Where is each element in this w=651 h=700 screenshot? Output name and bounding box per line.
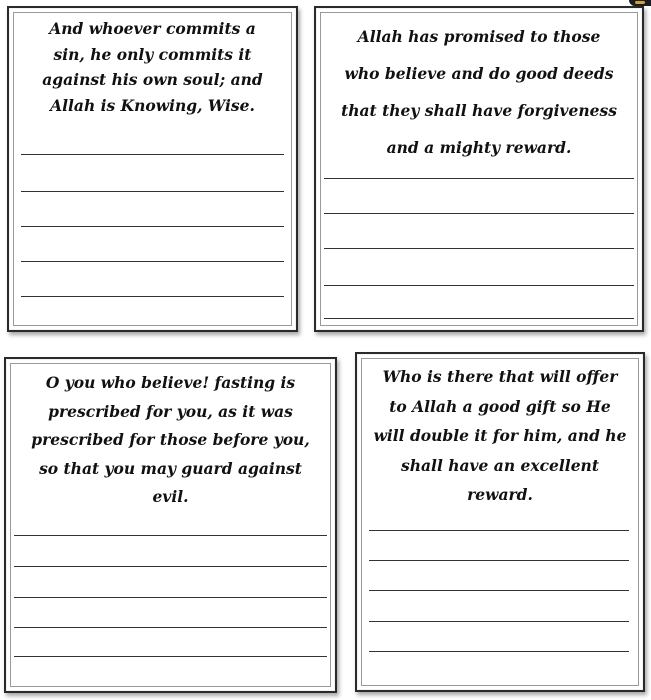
verse-card-1 bbox=[7, 6, 298, 332]
verse-line: O you who believe! fasting is bbox=[45, 373, 296, 392]
verse-card-4 bbox=[355, 352, 645, 692]
writing-line bbox=[14, 566, 327, 567]
verse-text-2 bbox=[322, 18, 636, 166]
writing-line bbox=[21, 296, 284, 297]
writing-line bbox=[324, 248, 634, 249]
verse-line: prescribed for those before you, bbox=[31, 430, 310, 449]
verse-line: to Allah a good gift so He bbox=[389, 396, 611, 416]
verse-line: shall have an excellent bbox=[401, 455, 599, 475]
verse-line: who believe and do good deeds bbox=[344, 64, 614, 83]
verse-line: will double it for him, and he bbox=[373, 426, 627, 445]
verse-line: Allah is Knowing, Wise. bbox=[50, 96, 255, 116]
writing-line bbox=[14, 656, 327, 657]
writing-line bbox=[369, 651, 629, 652]
verse-line: and a mighty reward. bbox=[386, 138, 572, 157]
verse-card-2 bbox=[314, 6, 644, 332]
writing-line bbox=[14, 535, 327, 536]
writing-line bbox=[369, 530, 629, 531]
verse-line: And whoever commits a bbox=[49, 19, 256, 38]
writing-line bbox=[369, 621, 629, 622]
verse-line: reward. bbox=[467, 485, 533, 504]
writing-line bbox=[369, 560, 629, 561]
verse-line: that they shall have forgiveness bbox=[341, 101, 617, 120]
verse-line: Allah has promised to those bbox=[357, 27, 601, 46]
writing-line bbox=[21, 154, 284, 155]
writing-line bbox=[324, 178, 634, 179]
verse-line: against his own soul; and bbox=[42, 70, 263, 90]
verse-card-3 bbox=[4, 357, 337, 693]
verse-text-3 bbox=[12, 369, 329, 512]
verse-text-4 bbox=[363, 362, 637, 510]
verse-line: sin, he only commits it bbox=[53, 44, 252, 64]
verse-line: so that you may guard against bbox=[39, 458, 302, 478]
verse-text-1 bbox=[15, 16, 290, 119]
verse-line: prescribed for you, as it was bbox=[48, 401, 293, 421]
writing-line bbox=[324, 213, 634, 214]
writing-line bbox=[14, 597, 327, 598]
verse-line: evil. bbox=[152, 487, 189, 506]
writing-line bbox=[21, 261, 284, 262]
writing-line bbox=[21, 226, 284, 227]
writing-line bbox=[14, 627, 327, 628]
writing-line bbox=[369, 590, 629, 591]
writing-line bbox=[324, 285, 634, 286]
verse-line: Who is there that will offer bbox=[382, 367, 618, 386]
writing-line bbox=[324, 318, 634, 319]
writing-line bbox=[21, 191, 284, 192]
